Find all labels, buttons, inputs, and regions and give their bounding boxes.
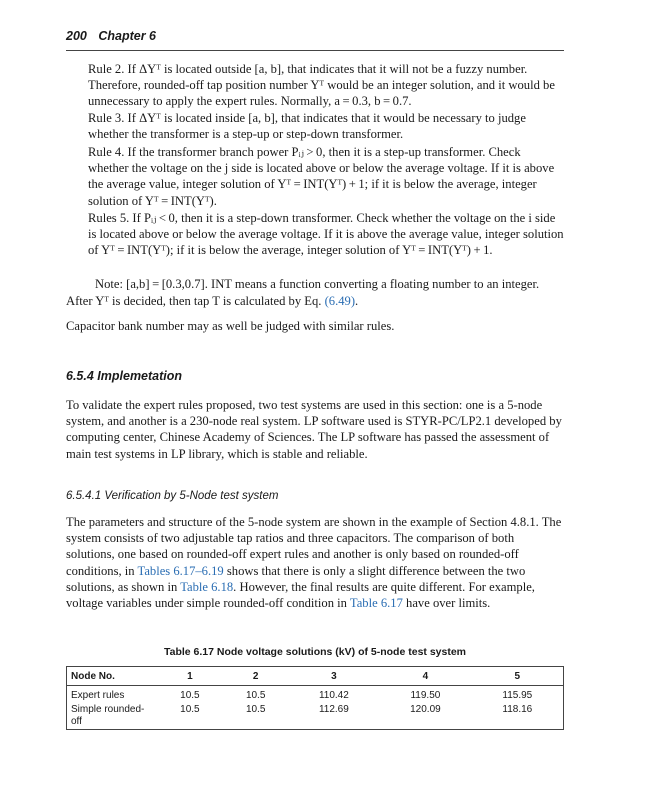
- note-paragraph: Note: [a,b] = [0.3,0.7]. INT means a function converting a floating number to an integer.: [95, 277, 540, 291]
- implementation-paragraph: To validate the expert rules proposed, two test systems are used in this section: one is a 5-node system, and another is a 230-node real system. LP software used is STYR-PC/LP2.1 developed by computing center, Chinese Academy of Sciences. The LP software has passed the assessment of main test systems in LP library, which is stable and reliable.: [66, 398, 562, 461]
- table-row: [67, 703, 564, 730]
- after-paragraph: [66, 293, 564, 309]
- header-cell: 4: [379, 667, 471, 686]
- table-header-row: [67, 667, 564, 686]
- rule-4-paragraph: Rule 4. If the transformer branch power Pᵢⱼ > 0, then it is a step-up transformer. Check whether the voltage on the j side is located above or below the average voltage. If it is above the average value, integer solution of Yᵀ = INT(Yᵀ) + 1; if it is below the average, integer solution of Yᵀ = INT(Yᵀ).: [88, 145, 555, 208]
- header-cell: 3: [289, 667, 380, 686]
- after-end: .: [355, 294, 359, 308]
- page-number: 200: [66, 29, 87, 43]
- table-cell: 119.50: [410, 690, 441, 701]
- rule-3-paragraph: Rule 3. If ΔYᵀ is located inside [a, b], that indicates that it would be necessary to judge whether the transformer is a step-up or step-down transformer.: [88, 111, 526, 142]
- table-cell: 112.69: [289, 703, 380, 730]
- table-cell: 115.95: [472, 686, 564, 704]
- header-divider: [66, 50, 564, 51]
- section-6-5-4-1-heading: [66, 490, 278, 502]
- chapter-title: Chapter 6: [98, 29, 156, 43]
- table-caption: Table 6.17 Node voltage solutions (kV) of 5-node test system: [163, 646, 467, 658]
- header-cell: 1: [157, 667, 223, 686]
- header-cell: Node No.: [67, 667, 158, 686]
- verification-text-2: shows that there is only a slight difference between the two solutions, as shown in: [66, 563, 526, 594]
- table-row: [67, 686, 564, 704]
- table-cell: 120.09: [379, 703, 471, 730]
- after-text: After Yᵀ is decided, then tap T is calculated by Eq.: [66, 294, 322, 308]
- running-header: [66, 29, 564, 43]
- table-cell: 110.42: [318, 690, 349, 701]
- table-cell: 10.5: [157, 703, 223, 730]
- rule-2-paragraph: Rule 2. If ΔYᵀ is located outside [a, b], that indicates that it will not be a fuzzy number. Therefore, rounded-off tap position number Yᵀ would be an integer solution, and it would be unnecessary to apply the expert rules. Normally, a = 0.3, b = 0.7.: [88, 62, 555, 109]
- table-6-17-link[interactable]: Table 6.17: [349, 596, 403, 611]
- section-6-5-4-heading: [66, 369, 182, 383]
- verification-text-4: have over limits.: [406, 596, 491, 611]
- subsection-number: 6.5.4.1: [66, 490, 102, 502]
- row-label: Simple rounded-off: [67, 703, 158, 730]
- equation-link[interactable]: (6.49): [324, 294, 356, 308]
- subsection-title: Verification by 5-Node test system: [104, 490, 279, 502]
- table-cell: 118.16: [472, 703, 564, 730]
- verification-paragraph: [66, 514, 564, 611]
- tables-link[interactable]: Tables 6.17–6.19: [137, 563, 224, 578]
- header-cell: 5: [472, 667, 564, 686]
- section-number: 6.5.4: [66, 369, 94, 383]
- row-label: Expert rules: [67, 686, 158, 704]
- verification-text-3: . However, the final results are quite different. For example, voltage variables under simple rounded-off condition in: [66, 579, 535, 611]
- rule-5-paragraph: Rules 5. If Pᵢⱼ < 0, then it is a step-down transformer. Check whether the voltage on the i side is located above or below the average voltage. If it is above the average value, integer solution of Yᵀ = INT(Yᵀ); if it is below the average, integer solution of Yᵀ = INT(Yᵀ) + 1.: [88, 211, 564, 258]
- voltage-table: [66, 666, 564, 730]
- table-cell: 10.5: [223, 703, 289, 730]
- section-title: Implemetation: [97, 369, 183, 383]
- table-6-18-link[interactable]: Table 6.18: [180, 579, 234, 594]
- table-cell: 10.5: [180, 690, 200, 701]
- header-cell: 2: [223, 667, 289, 686]
- table-cell: 10.5: [245, 690, 266, 701]
- verification-text-1: The parameters and structure of the 5-node system are shown in the example of Section 4.8.1. The system consists of two adjustable tap ratios and three capacitors. The comparison of both solutions, one based on rounded-off expert rules and another is only based on rounded-off conditions, in: [66, 515, 562, 578]
- capacitor-paragraph: Capacitor bank number may as well be judged with similar rules.: [66, 319, 395, 333]
